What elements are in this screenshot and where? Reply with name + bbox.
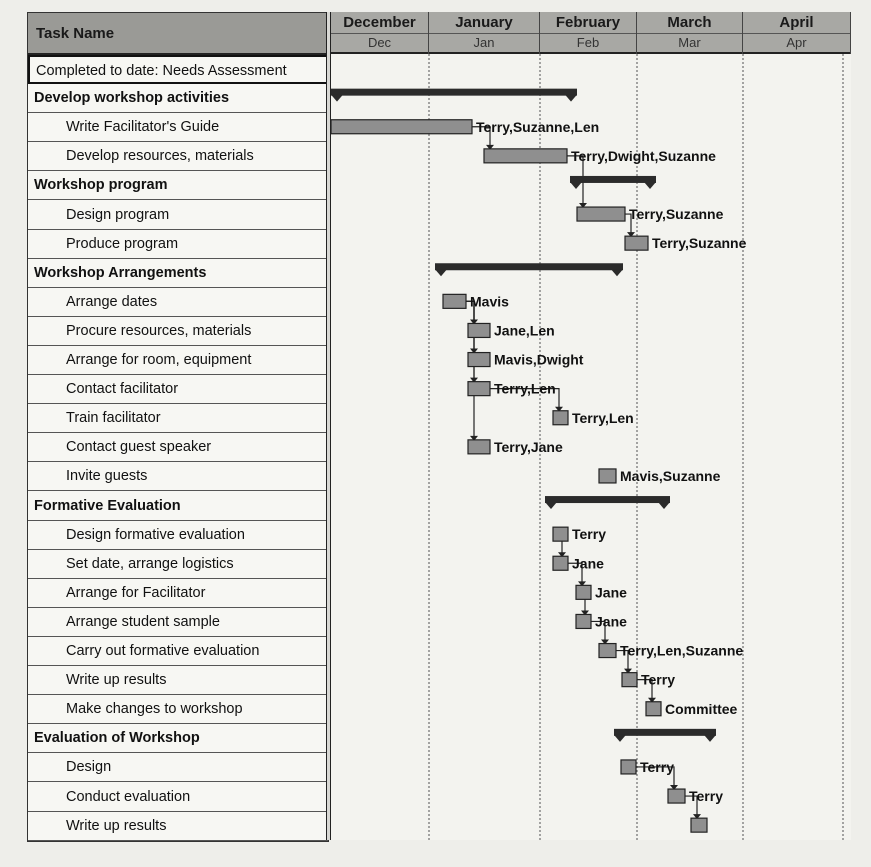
month-name: February (555, 14, 621, 31)
task-name: Arrange dates (66, 293, 158, 310)
task-name: Carry out formative evaluation (66, 643, 260, 659)
task-name-header-label: Task Name (36, 25, 115, 42)
resource-label: Terry,Len (572, 409, 634, 426)
task-row[interactable] (28, 812, 328, 841)
resource-label: Jane,Len (494, 322, 555, 339)
resource-label: Terry,Len (494, 380, 556, 397)
task-name: Write up results (66, 672, 167, 689)
task-bar (553, 527, 568, 541)
task-bar (646, 702, 661, 716)
task-name: Arrange student sample (66, 613, 220, 630)
task-name: Completed to date: Needs Assessment (36, 63, 287, 79)
task-bar (621, 760, 636, 774)
month-name: April (779, 14, 814, 31)
task-row[interactable] (28, 579, 328, 608)
resource-label: Jane (595, 584, 627, 601)
task-name: Produce program (66, 235, 179, 252)
task-row[interactable] (28, 346, 328, 375)
summary-end-marker (565, 95, 577, 102)
resource-label: Terry (641, 671, 675, 688)
task-name: Procure resources, materials (66, 322, 252, 339)
summary-end-marker (704, 735, 716, 742)
summary-start-marker (435, 269, 447, 276)
summary-end-marker (611, 269, 623, 276)
task-name: Arrange for Facilitator (66, 584, 206, 601)
task-row[interactable] (28, 55, 328, 84)
resource-label: Terry (640, 758, 674, 775)
task-bar (468, 382, 490, 396)
task-bar (443, 294, 466, 308)
task-bar (691, 818, 707, 832)
summary-start-marker (570, 182, 582, 189)
task-bar (668, 789, 685, 803)
task-row[interactable] (28, 404, 328, 433)
task-name: Invite guests (66, 468, 148, 485)
summary-task-row[interactable] (28, 171, 328, 200)
task-name: Train facilitator (66, 410, 161, 427)
resource-label: Mavis (470, 293, 509, 310)
task-name: Formative Evaluation (34, 497, 181, 514)
summary-task-row[interactable] (28, 724, 328, 753)
resource-label: Terry,Suzanne,Len (476, 118, 600, 135)
resource-label: Terry (689, 788, 723, 805)
summary-end-marker (658, 502, 670, 509)
task-name: Contact guest speaker (66, 439, 212, 456)
task-row[interactable] (28, 230, 328, 259)
task-bar (484, 149, 567, 163)
task-row[interactable] (28, 462, 328, 491)
month-abbreviation: Apr (786, 35, 807, 50)
task-bar (468, 323, 490, 337)
task-name: Write Facilitator's Guide (66, 119, 220, 136)
summary-end-marker (644, 182, 656, 189)
task-name: Make changes to workshop (66, 701, 243, 718)
task-row[interactable] (28, 521, 328, 550)
task-bar (468, 440, 490, 454)
month-abbreviation: Mar (678, 35, 701, 50)
resource-label: Mavis,Dwight (494, 351, 584, 368)
task-row[interactable] (28, 608, 328, 637)
task-name: Workshop Arrangements (34, 264, 207, 281)
task-name: Design formative evaluation (66, 526, 245, 543)
resource-label: Terry,Suzanne (652, 235, 747, 252)
task-bar (553, 411, 568, 425)
resource-label: Jane (572, 555, 604, 572)
task-name: Conduct evaluation (66, 788, 191, 805)
task-name: Arrange for room, equipment (66, 352, 252, 368)
task-row[interactable] (28, 695, 328, 724)
task-bar (331, 120, 472, 134)
task-name: Design program (66, 206, 170, 223)
task-row[interactable] (28, 666, 328, 695)
task-row[interactable] (28, 753, 328, 782)
resource-label: Mavis,Suzanne (620, 467, 721, 484)
month-abbreviation: Jan (473, 35, 495, 50)
gantt-bars (331, 12, 851, 840)
resource-label: Committee (665, 700, 738, 717)
task-bar (599, 644, 616, 658)
task-bar (553, 556, 568, 570)
summary-start-marker (331, 95, 343, 102)
task-row[interactable] (28, 142, 328, 171)
summary-task-row[interactable] (28, 492, 328, 521)
summary-bar (614, 729, 716, 736)
task-name: Design (66, 759, 112, 776)
resource-label: Terry,Dwight,Suzanne (571, 147, 716, 164)
summary-start-marker (545, 502, 557, 509)
task-row[interactable] (28, 433, 328, 462)
resource-label: Terry (572, 526, 606, 543)
task-bar (625, 236, 648, 250)
task-bar (622, 673, 637, 687)
task-name: Develop resources, materials (66, 148, 254, 165)
task-row[interactable] (28, 201, 328, 230)
task-bar (577, 207, 625, 221)
task-bar (599, 469, 616, 483)
summary-task-row[interactable] (28, 84, 328, 113)
task-name: Develop workshop activities (34, 90, 230, 107)
month-abbreviation: Dec (367, 35, 392, 50)
month-abbreviation: Feb (576, 35, 600, 50)
month-name: December (343, 14, 416, 31)
task-name: Evaluation of Workshop (34, 730, 200, 747)
dependency-link (466, 301, 474, 381)
summary-task-row[interactable] (28, 259, 328, 288)
task-table (27, 12, 329, 842)
summary-bar (570, 176, 656, 183)
task-bar (468, 353, 490, 367)
resource-label: Jane (595, 613, 627, 630)
month-name: January (455, 14, 513, 31)
resource-label: Terry,Suzanne (629, 206, 724, 223)
task-row[interactable] (28, 113, 328, 142)
task-name: Set date, arrange logistics (66, 555, 234, 572)
task-row[interactable] (28, 288, 328, 317)
task-bar (576, 585, 591, 599)
task-name: Contact facilitator (66, 381, 179, 398)
task-bar (576, 614, 591, 628)
task-name: Workshop program (34, 177, 168, 194)
task-row[interactable] (28, 375, 328, 404)
summary-start-marker (614, 735, 626, 742)
summary-bar (435, 263, 623, 270)
summary-bar (545, 496, 670, 503)
task-row[interactable] (28, 783, 328, 812)
month-name: March (667, 14, 712, 31)
task-name: Write up results (66, 817, 167, 834)
task-row[interactable] (28, 550, 328, 579)
task-name-column-header[interactable] (28, 13, 328, 55)
task-row[interactable] (28, 317, 328, 346)
summary-bar (331, 89, 577, 96)
resource-label: Terry,Jane (494, 438, 563, 455)
task-row[interactable] (28, 637, 328, 666)
resource-label: Terry,Len,Suzanne (620, 642, 744, 659)
